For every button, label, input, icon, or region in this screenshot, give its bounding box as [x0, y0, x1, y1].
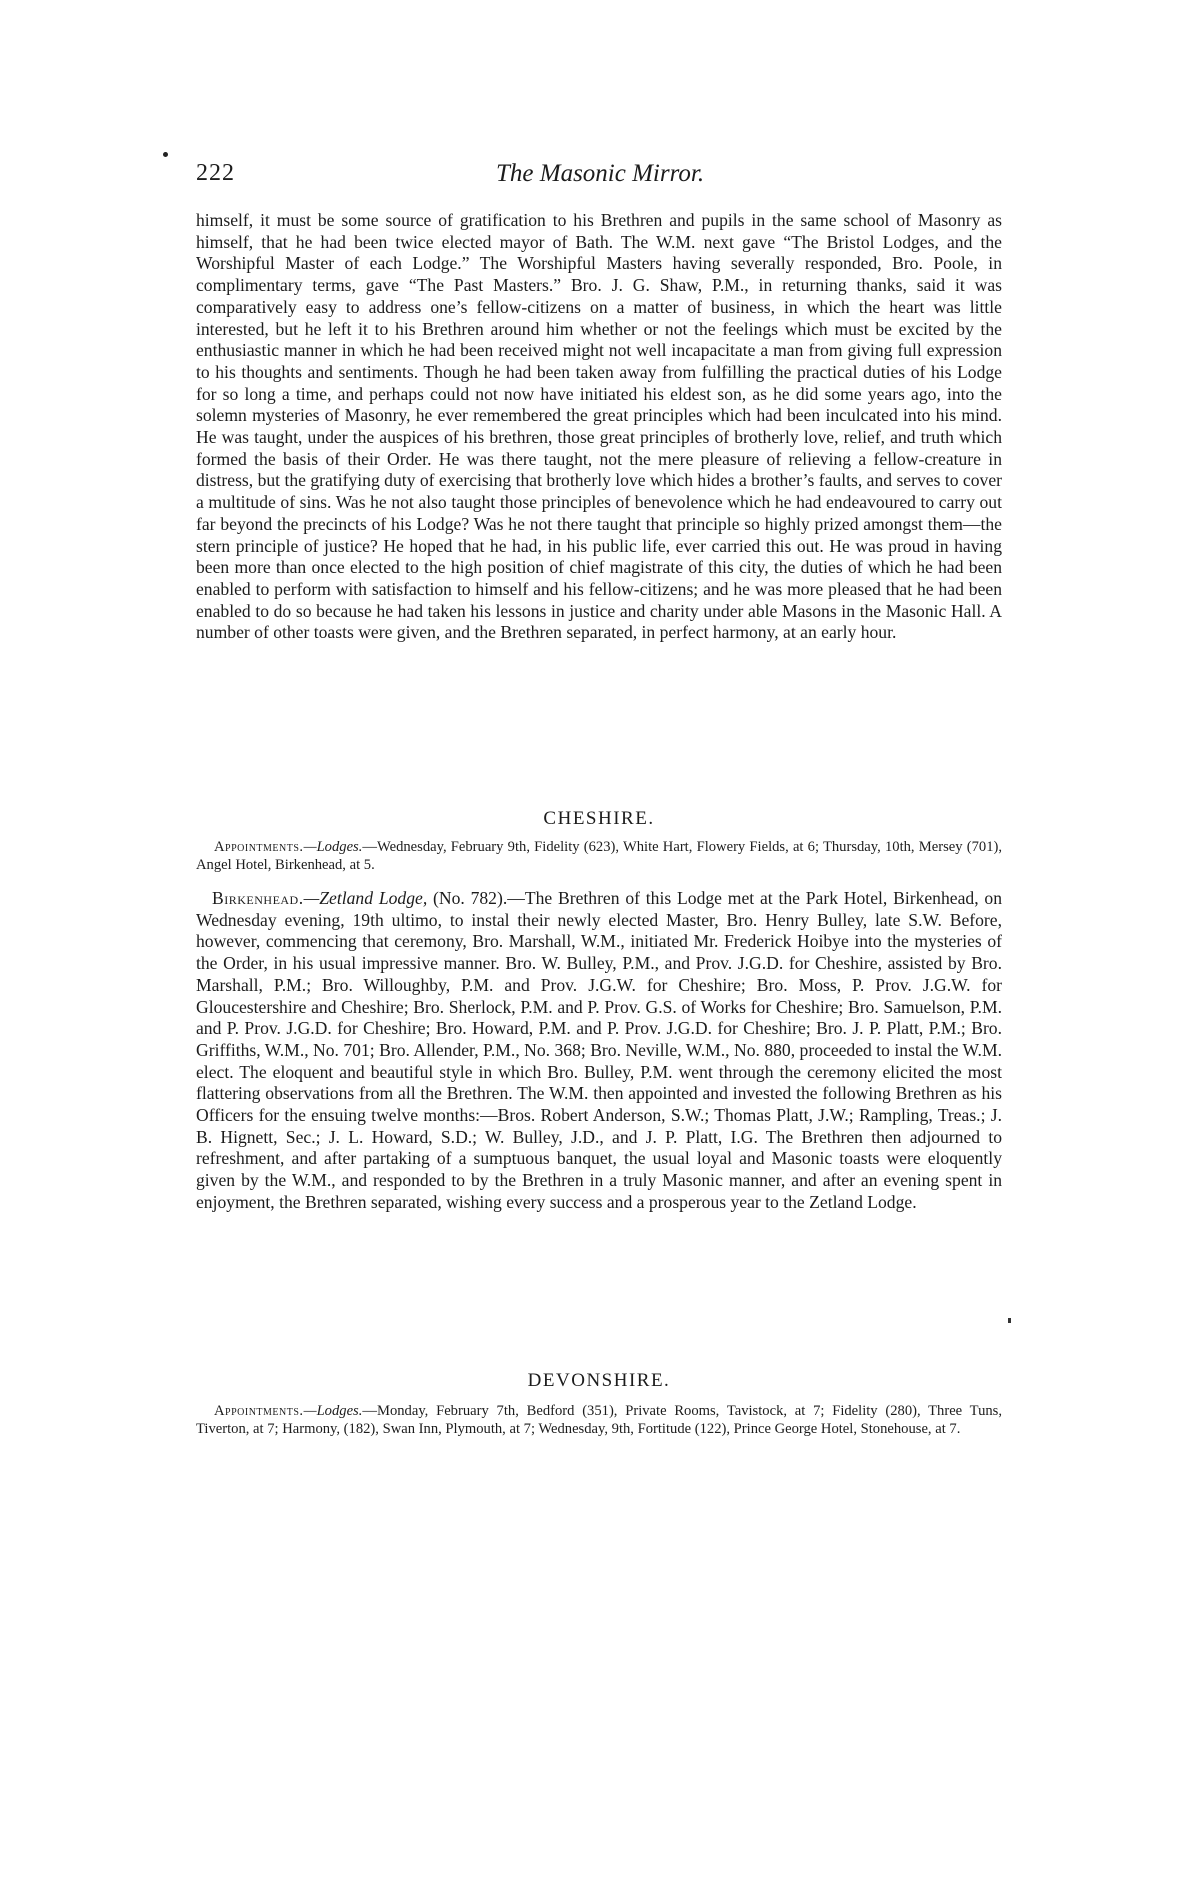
- appointments-text: —Monday, February 7th, Bedford (351), Private Rooms, Tavistock, at 7; Fidelity (280), Three Tuns, Tiverton, at 7; Harmony, (182), Swan Inn, Plymouth, at 7; Wednesday, 9th, Fortitude (122), Prince George Hotel, Stonehouse, at 7.: [196, 1403, 1002, 1437]
- appointments-lodges: —Lodges.: [303, 1403, 363, 1419]
- page-header: [196, 160, 1002, 200]
- bath-report-paragraph: himself, it must be some source of gratification to his Brethren and pupils in the same school of Masonry as himself, that he had been twice elected mayor of Bath. The W.M. next gave “The Bristol Lodges, and the Worshipful Master of each Lodge.” The Worshipful Masters having severally responded, Bro. Poole, in complimentary terms, gave “The Past Masters.” Bro. J. G. Shaw, P.M., in returning thanks, said it was comparatively easy to address one’s fellow-citizens on a matter of business, in which the heart was little interested, but he left it to his Brethren around him whether or not the feelings which must be excited by the enthusiastic manner in which he had been received might not well incapacitate a man from giving full expression to his thoughts and sentiments. Though he had been taken away from fulfilling the practical duties of his Lodge for so long a time, and perhaps could not now have initiated his eldest son, as he did some years ago, into the solemn mysteries of Masonry, he ever remembered the great principles which had been inculcated into his mind. He was taught, under the auspices of his brethren, those great principles of brotherly love, relief, and truth which formed the basis of their Order. He was there taught, not the mere pleasure of relieving a fellow-creature in distress, but the gratifying duty of exercising that brotherly love which hides a brother’s faults, and serves to cover a multitude of sins. Was he not also taught those principles of benevolence which he had endeavoured to carry out far beyond the precincts of his Lodge? Was he not there taught that principle so highly prized amongst them—the stern principle of justice? He hoped that he had, in his public life, ever carried this out. He was proud in having been more than once elected to the high position of chief magistrate of this city, the duties of which he had been enabled to perform with satisfaction to himself and his fellow-citizens; and he was more pleased that he had been enabled to do so because he had taken his lessons in justice and charity under able Masons in the Masonic Hall. A number of other toasts were given, and the Brethren separated, in perfect harmony, at an early hour.: [196, 210, 1002, 643]
- appointments-lodges: —Lodges.: [303, 839, 363, 855]
- birkenhead-report: [196, 888, 1002, 1214]
- report-place: Birkenhead.: [212, 888, 304, 908]
- cheshire-appointments: [196, 838, 1002, 874]
- margin-mark: [1008, 1318, 1011, 1323]
- bath-report: [196, 210, 1002, 644]
- page-number: 222: [196, 160, 235, 186]
- appointments-label: Appointments.: [214, 839, 304, 855]
- report-lodge: —Zetland Lodge,: [303, 888, 428, 908]
- appointments-label: Appointments.: [214, 1403, 304, 1419]
- devonshire-appointments: [196, 1402, 1002, 1438]
- section-heading-devonshire: DEVONSHIRE.: [527, 1370, 671, 1391]
- running-title: The Masonic Mirror.: [496, 160, 705, 187]
- section-heading-cheshire: CHESHIRE.: [543, 808, 655, 829]
- ink-dot: [163, 152, 168, 157]
- birkenhead-report-paragraph: [196, 888, 1002, 1214]
- appointments-text: —Wednesday, February 9th, Fidelity (623), White Hart, Flowery Fields, at 6; Thursday, 10th, Mersey (701), Angel Hotel, Birkenhead, at 5.: [196, 839, 1002, 873]
- report-text: (No. 782).—The Brethren of this Lodge met at the Park Hotel, Birkenhead, on Wednesday evening, 19th ultimo, to instal their newly elected Master, Bro. Henry Bulley, late S.W. Before, however, commencing that ceremony, Bro. Marshall, W.M., initiated Mr. Frederick Hoibye into the mysteries of the Order, in his usual impressive manner. Bro. W. Bulley, P.M., and Prov. J.G.D. for Cheshire, assisted by Bro. Marshall, P.M.; Bro. Willoughby, P.M. and Prov. J.G.W. for Cheshire; Bro. Moss, P. Prov. J.G.W. for Gloucestershire and Cheshire; Bro. Sherlock, P.M. and P. Prov. G.S. of Works for Cheshire; Bro. Samuelson, P.M. and P. Prov. J.G.D. for Cheshire; Bro. Howard, P.M. and P. Prov. J.G.D. for Cheshire; Bro. J. P. Platt, P.M.; Bro. Griffiths, W.M., No. 701; Bro. Allender, P.M., No. 368; Bro. Neville, W.M., No. 880, proceeded to instal the W.M. elect. The eloquent and beautiful style in which Bro. Bulley, P.M. went through the ceremony elicited the most flattering observations from all the Brethren. The W.M. then appointed and invested the following Brethren as his Officers for the ensuing twelve months:—Bros. Robert Anderson, S.W.; Thomas Platt, J.W.; Rampling, Treas.; J. B. Hignett, Sec.; J. L. Howard, S.D.; W. Bulley, J.D., and J. P. Platt, I.G. The Brethren then adjourned to refreshment, and after partaking of a sumptuous banquet, the usual loyal and Masonic toasts were eloquently given by the W.M., and responded to by the Brethren in a truly Masonic manner, and after an evening spent in enjoyment, the Brethren separated, wishing every success and a prosperous year to the Zetland Lodge.: [196, 888, 1002, 1212]
